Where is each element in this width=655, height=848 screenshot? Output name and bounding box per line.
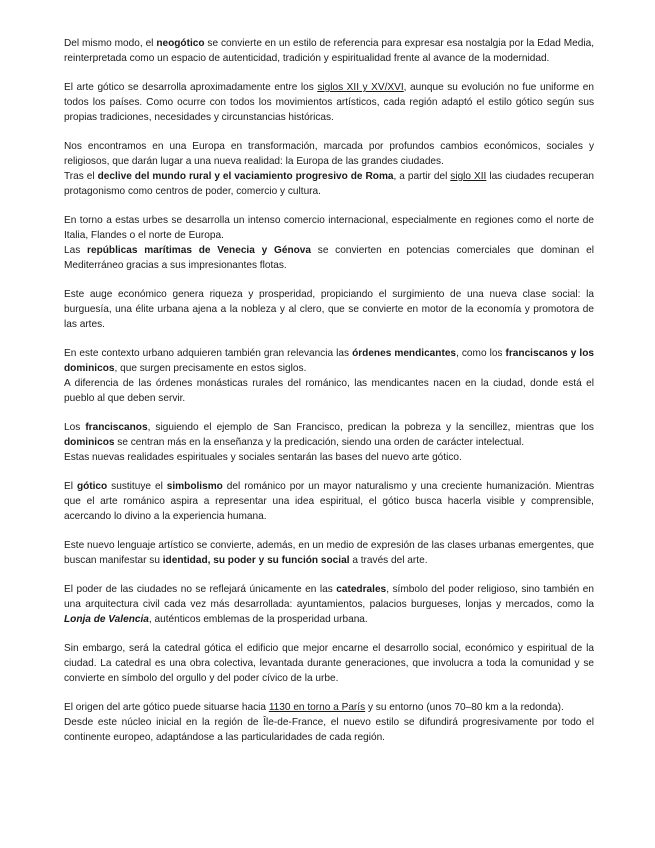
- text-run: se centran más en la enseñanza y la predicación, siendo una orden de carácter intelectual.: [114, 437, 525, 448]
- bold-text: dominicos: [64, 437, 115, 448]
- bold-text: identidad, su poder y su función social: [162, 555, 350, 566]
- text-run: El arte gótico se desarrolla aproximadamente entre los: [64, 82, 318, 93]
- text-run: del románico por un mayor naturalismo y una creciente humanización. Mientras que el arte románico aspira a representar una idea espiritual, el gótico busca hacerla visible y comprensible, acercando lo divino a la experiencia humana.: [64, 481, 594, 522]
- underlined-text: siglo XII: [450, 171, 487, 182]
- text-run: Estas nuevas realidades espirituales y sociales sentarán las bases del nuevo arte gótico.: [64, 452, 462, 463]
- paragraph: [64, 213, 594, 243]
- paragraph: [64, 641, 594, 686]
- text-run: A diferencia de las órdenes monásticas rurales del románico, las mendicantes nacen en la ciudad, donde está el pueblo al que deben servir.: [64, 378, 594, 404]
- text-run: , aunque su evolución no fue uniforme en todos los países. Como ocurre con todos los movimientos artísticos, cada región adaptó el estilo gótico según sus propias tradiciones, necesidades y circunstancias históricas.: [64, 82, 594, 123]
- paragraph: [64, 538, 594, 568]
- paragraph: [64, 450, 594, 465]
- paragraph: [64, 582, 594, 627]
- text-run: Desde este núcleo inicial en la región de Île-de-France, el nuevo estilo se difundirá progresivamente por todo el continente europeo, adaptándose a las particularidades de cada región.: [64, 717, 594, 743]
- paragraph: [64, 700, 594, 715]
- underlined-text: siglos XII y XV/XVI: [317, 82, 404, 93]
- paragraph: [64, 479, 594, 524]
- text-run: , auténticos emblemas de la prosperidad urbana.: [148, 614, 368, 625]
- text-run: se convierte en un estilo de referencia para expresar esa nostalgia por la Edad Media, reinterpretada como un espacio de autenticidad, tradición y espiritualidad frente al avance de la modernidad.: [64, 38, 594, 64]
- text-run: Nos encontramos en una Europa en transformación, marcada por profundos cambios económicos, sociales y religiosos, que darán lugar a una nueva realidad: la Europa de las grandes ciudades.: [64, 141, 594, 167]
- bold-text: catedrales: [336, 584, 387, 595]
- bold-text: órdenes mendicantes: [352, 348, 457, 359]
- text-run: , como los: [456, 348, 506, 359]
- text-run: y su entorno (unos 70–80 km a la redonda).: [365, 702, 564, 713]
- text-run: sustituye el: [107, 481, 167, 492]
- paragraph: [64, 376, 594, 406]
- text-run: El poder de las ciudades no se reflejará únicamente en las: [64, 584, 337, 595]
- text-run: , que surgen precisamente en estos siglos.: [114, 363, 307, 374]
- text-run: El: [64, 481, 77, 492]
- bold-text: neogótico: [156, 38, 205, 49]
- text-run: , siguiendo el ejemplo de San Francisco, predican la pobreza y la sencillez, mientras que los: [147, 422, 594, 433]
- text-run: Este auge económico genera riqueza y prosperidad, propiciando el surgimiento de una nueva clase social: la burguesía, una élite urbana ajena a la nobleza y al clero, que se convierte en motor de la economía y promotora de las artes.: [64, 289, 594, 330]
- paragraph: [64, 420, 594, 450]
- paragraph: [64, 243, 594, 273]
- bold-text: gótico: [76, 481, 108, 492]
- bold-text: simbolismo: [166, 481, 223, 492]
- bold-text: repúblicas marítimas de Venecia y Génova: [87, 245, 312, 256]
- text-run: las ciudades recuperan protagonismo como centros de poder, comercio y cultura.: [64, 171, 595, 197]
- text-run: se convierten en potencias comerciales que dominan el Mediterráneo gracias a sus impresionantes flotas.: [64, 245, 594, 271]
- underlined-text: 1130 en torno a París: [268, 702, 366, 713]
- paragraph: [64, 169, 594, 199]
- bold-italic-text: Lonja de Valencia: [64, 614, 149, 625]
- text-run: En este contexto urbano adquieren también gran relevancia las: [64, 348, 353, 359]
- text-run: Del mismo modo, el: [64, 38, 157, 49]
- bold-text: franciscanos: [85, 422, 148, 433]
- text-run: , símbolo del poder religioso, sino también en una arquitectura civil cada vez más desarrollada: ayuntamientos, palacios burgueses, lonjas y mercados, como la: [64, 584, 594, 610]
- document-page: [64, 36, 594, 759]
- text-run: El origen del arte gótico puede situarse hacia: [64, 702, 269, 713]
- paragraph: [64, 715, 594, 745]
- paragraph: [64, 80, 594, 125]
- text-run: En torno a estas urbes se desarrolla un intenso comercio internacional, especialmente en regiones como el norte de Italia, Flandes o el norte de Europa.: [64, 215, 594, 241]
- text-run: Tras el: [64, 171, 98, 182]
- bold-text: franciscanos y los dominicos: [64, 348, 594, 374]
- paragraph: [64, 36, 594, 66]
- paragraph: [64, 346, 594, 376]
- text-run: Los: [64, 422, 86, 433]
- text-run: Este nuevo lenguaje artístico se convierte, además, en un medio de expresión de las clases urbanas emergentes, que buscan manifestar su: [64, 540, 594, 566]
- bold-text: declive del mundo rural y el vaciamiento progresivo de Roma: [97, 171, 394, 182]
- text-run: , a partir del: [393, 171, 451, 182]
- text-run: a través del arte.: [349, 555, 428, 566]
- paragraph: [64, 139, 594, 169]
- text-run: Las: [64, 245, 88, 256]
- paragraph: [64, 287, 594, 332]
- text-run: Sin embargo, será la catedral gótica el edificio que mejor encarne el desarrollo social, económico y espiritual de la ciudad. La catedral es una obra colectiva, levantada durante generaciones, que involucra a toda la comunidad y se convierte en símbolo del orgullo y del poder cívico de la urbe.: [64, 643, 594, 684]
